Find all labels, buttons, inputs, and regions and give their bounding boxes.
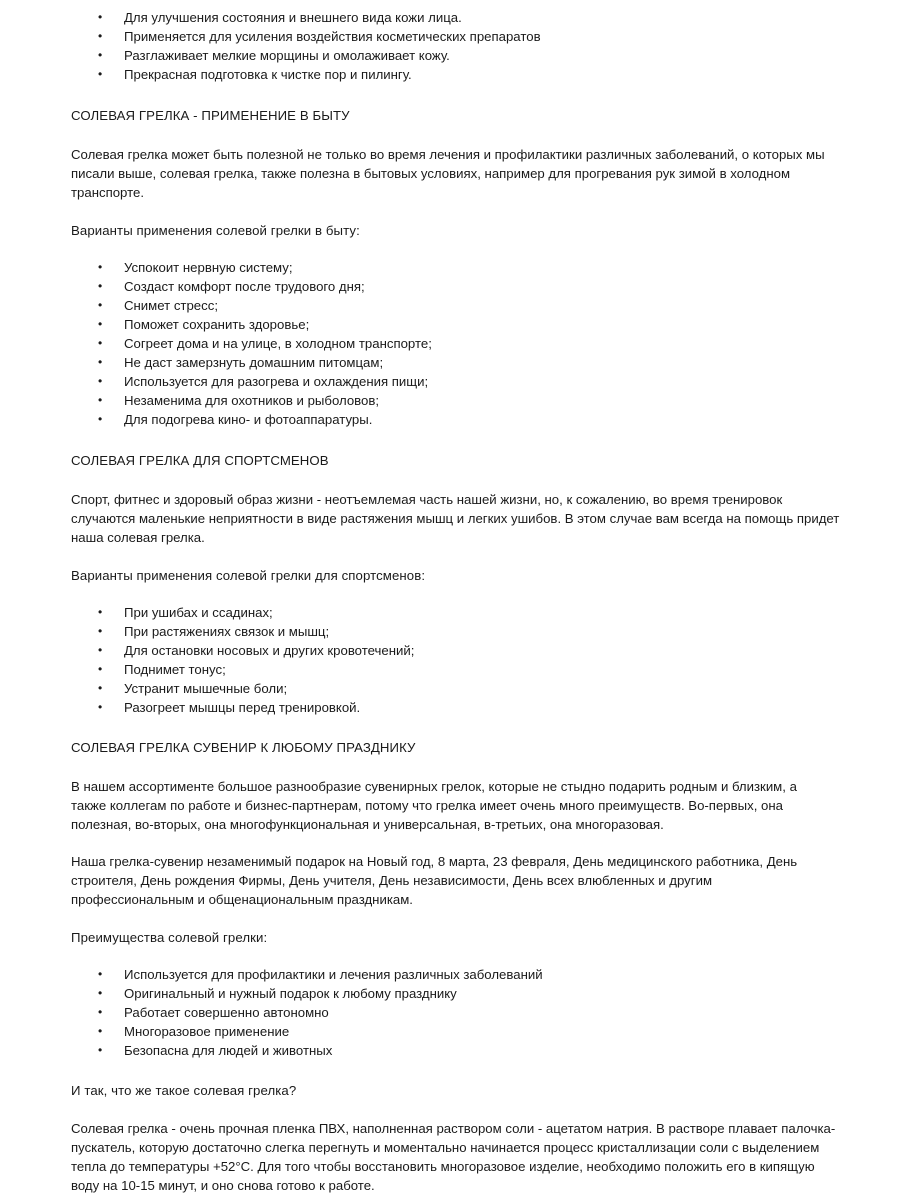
list-item: • Оригинальный и нужный подарок к любому празднику: [98, 986, 457, 1001]
bullet-icon: •: [98, 279, 103, 293]
bullet-icon: •: [98, 393, 103, 407]
bullet-icon: •: [98, 374, 103, 388]
bullet-icon: •: [98, 643, 103, 657]
list-item: • Работает совершенно автономно: [98, 1005, 329, 1020]
bullet-icon: •: [98, 624, 103, 638]
sport-use-list: [0, 603, 900, 717]
list-item: • Для подогрева кино- и фотоаппаратуры.: [98, 412, 373, 427]
list-item: • Безопасна для людей и животных: [98, 1043, 333, 1058]
list-item: • Разглаживает мелкие морщины и омолаживает кожу.: [98, 48, 450, 63]
paragraph-sport: Спорт, фитнес и здоровый образ жизни - неотъемлемая часть нашей жизни, но, к сожалению, во время тренировок случаются маленькие неприятности в виде растяжения мышц и легких ушибов. В этом случае вам всегда на помощь придет наша солевая грелка.: [71, 492, 840, 545]
home-use-list: [0, 258, 900, 429]
skin-benefits-list: [0, 8, 900, 84]
bullet-icon: •: [98, 412, 103, 426]
list-item: • Устранит мышечные боли;: [98, 681, 288, 696]
bullet-icon: •: [98, 1024, 103, 1038]
bullet-icon: •: [98, 967, 103, 981]
bullet-icon: •: [98, 48, 103, 62]
question-line: И так, что же такое солевая грелка?: [71, 1083, 297, 1098]
list-item: • Поднимет тонус;: [98, 662, 226, 677]
list-item: • Прекрасная подготовка к чистке пор и пилингу.: [98, 67, 412, 82]
bullet-icon: •: [98, 605, 103, 619]
paragraph-gift-2: Наша грелка-сувенир незаменимый подарок на Новый год, 8 марта, 23 февраля, День медицинского работника, День строителя, День рождения Фирмы, День учителя, День независимости, День всех влюбленных и другим профессиональным и общенациональным праздникам.: [71, 854, 798, 907]
bullet-icon: •: [98, 317, 103, 331]
heading-gift: СОЛЕВАЯ ГРЕЛКА СУВЕНИР К ЛЮБОМУ ПРАЗДНИКУ: [71, 740, 416, 755]
list-item: • Согреет дома и на улице, в холодном транспорте;: [98, 336, 432, 351]
list-item: • Используется для разогрева и охлаждения пищи;: [98, 374, 429, 389]
bullet-icon: •: [98, 700, 103, 714]
intro-home-list: Варианты применения солевой грелки в быту:: [71, 223, 360, 238]
list-item: • Для остановки носовых и других кровотечений;: [98, 643, 415, 658]
bullet-icon: •: [98, 260, 103, 274]
bullet-icon: •: [98, 10, 103, 24]
list-item: • Многоразовое применение: [98, 1024, 290, 1039]
bullet-icon: •: [98, 67, 103, 81]
list-item: • Успокоит нервную систему;: [98, 260, 293, 275]
advantages-list: [0, 965, 900, 1060]
paragraph-gift-1: В нашем ассортименте большое разнообразие сувенирных грелок, которые не стыдно подарить родным и близким, а также коллегам по работе и бизнес-партнерам, потому что грелка имеет очень много преимуществ. Во-первых, она полезная, во-вторых, она многофункциональная и универсальная, в-третьих, она многоразовая.: [71, 779, 797, 832]
list-item: • Снимет стресс;: [98, 298, 218, 313]
bullet-icon: •: [98, 336, 103, 350]
bullet-icon: •: [98, 662, 103, 676]
list-item: • При растяжениях связок и мышц;: [98, 624, 330, 639]
bullet-icon: •: [98, 681, 103, 695]
list-item: • Поможет сохранить здоровье;: [98, 317, 310, 332]
list-item: • Применяется для усиления воздействия косметических препаратов: [98, 29, 541, 44]
paragraph-home-use: Солевая грелка может быть полезной не только во время лечения и профилактики различных заболеваний, о которых мы писали выше, солевая грелка, также полезна в бытовых условиях, например для прогревания рук зимой в холодном транспорте.: [71, 147, 825, 200]
bullet-icon: •: [98, 1005, 103, 1019]
list-item: • Незаменима для охотников и рыболовов;: [98, 393, 380, 408]
list-item: • Для улучшения состояния и внешнего вида кожи лица.: [98, 10, 462, 25]
list-item: • При ушибах и ссадинах;: [98, 605, 273, 620]
intro-sport-list: Варианты применения солевой грелки для спортсменов:: [71, 568, 426, 583]
heading-home-use: СОЛЕВАЯ ГРЕЛКА - ПРИМЕНЕНИЕ В БЫТУ: [71, 108, 350, 123]
bullet-icon: •: [98, 986, 103, 1000]
bullet-icon: •: [98, 298, 103, 312]
heading-sport: СОЛЕВАЯ ГРЕЛКА ДЛЯ СПОРТСМЕНОВ: [71, 453, 329, 468]
bullet-icon: •: [98, 1043, 103, 1057]
list-item: • Разогреет мышцы перед тренировкой.: [98, 700, 361, 715]
paragraph-final: Солевая грелка - очень прочная пленка ПВХ, наполненная раствором соли - ацетатом натрия. В растворе плавает палочка- пускатель, которую достаточно слегка перегнуть и моментально начинается процесс кристаллизации соли с выделением тепла до температуры +52°С. Для того чтобы восстановить многоразовое изделие, необходимо положить его в кипящую воду на 10-15 минут, и оно снова готово к работе.: [71, 1121, 836, 1193]
bullet-icon: •: [98, 355, 103, 369]
list-item: • Используется для профилактики и лечения различных заболеваний: [98, 967, 543, 982]
list-item: • Создаст комфорт после трудового дня;: [98, 279, 365, 294]
intro-advantages: Преимущества солевой грелки:: [71, 930, 268, 945]
list-item: • Не даст замерзнуть домашним питомцам;: [98, 355, 384, 370]
bullet-icon: •: [98, 29, 103, 43]
